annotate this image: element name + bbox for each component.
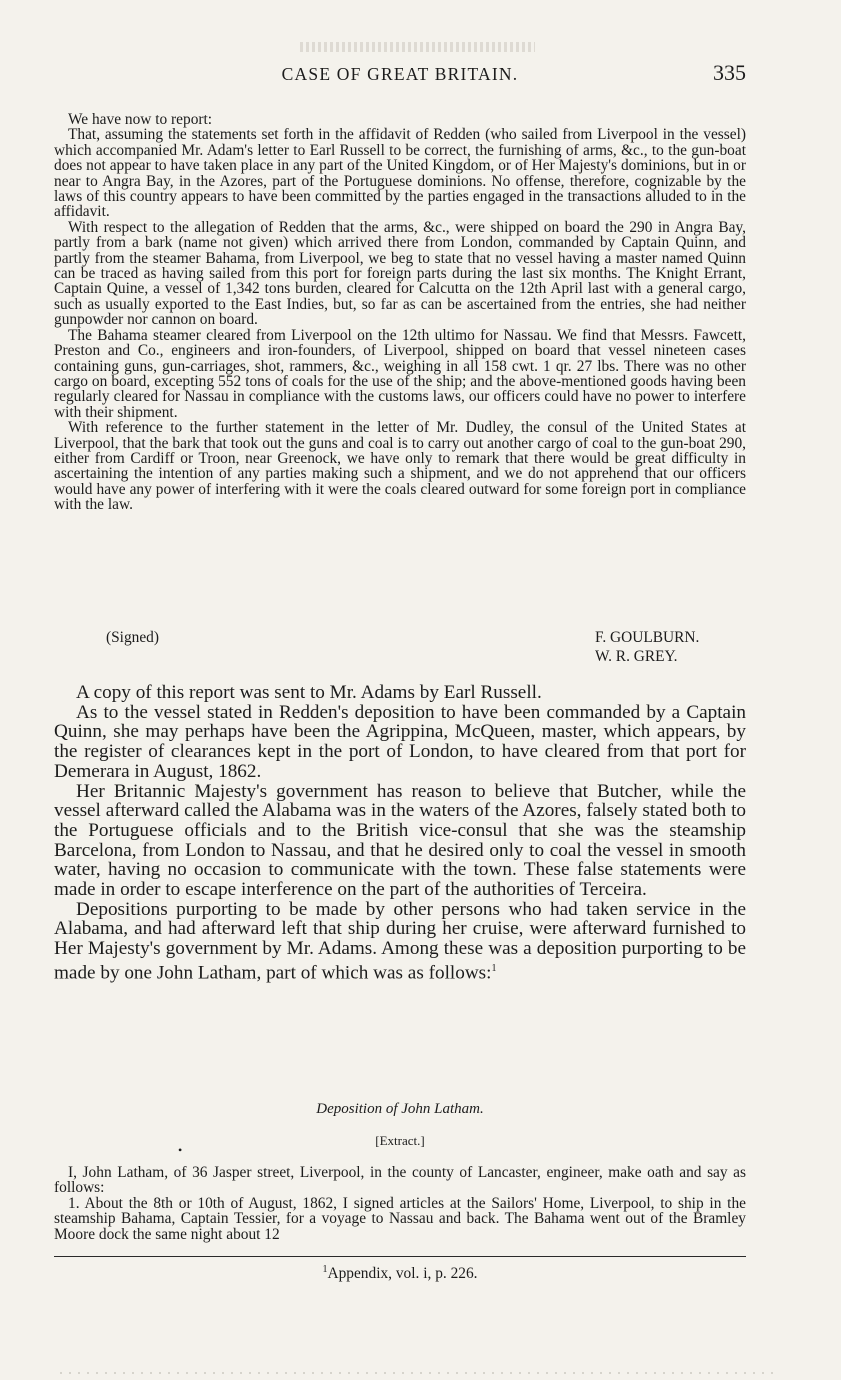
report-paragraph: That, assuming the statements set forth in the affidavit of Redden (who sailed from Liverpool in the vessel) which accompanied Mr. Adam's letter to Earl Russell to be correct, the furnishing of arms, &c., to the gun-boat does not appear to have taken place in any part of the United Kingdom, or of Her Majesty's dominions, but in or near to Angra Bay, in the Azores, part of the Portuguese dominions. No offense, therefore, cognizable by the laws of this country appears to have been committed by the parties engaged in the transactions alluded to in the affidavit. [54,126,746,221]
deposition-paragraph: 1. About the 8th or 10th of August, 1862, I signed articles at the Sailors' Home, Liverpool, to ship in the steamship Bahama, Captain Tessier, for a voyage to Nassau and back. The Bahama went out of the Bramley Moore dock the same night about 12 [54,1194,746,1243]
page-edge-specks [60,1372,780,1374]
extract-label: [Extract.] [375,1133,425,1148]
report-paragraph: We have now to report: [68,111,213,128]
footnote-marker: 1 [322,1264,328,1275]
signed-label: (Signed) [106,629,160,646]
report-block [54,112,746,513]
running-head [54,62,746,88]
footnote [54,1264,746,1283]
body-paragraph: A copy of this report was sent to Mr. Adams by Earl Russell. [76,682,542,703]
signature-block [54,628,746,668]
deposition-title: Deposition of John Latham. [316,1101,484,1117]
body-paragraph [54,900,746,983]
report-paragraph: With respect to the allegation of Redden that the arms, &c., were shipped on board the 290 in Angra Bay, partly from a bark (name not given) which arrived there from London, commanded by Captain Quinn, and partly from the steamer Bahama, from Liverpool, we beg to state that no vessel having a master named Quinn can be traced as having sailed from this port for foreign parts during the last six months. The Knight Errant, Captain Quine, a vessel of 1,342 tons burden, cleared for Calcutta on the 12th April last with a general cargo, such as usually exported to the East Indies, but, so far as can be ascertained from the entries, she had neither gunpowder nor cannon on board. [54,218,746,329]
report-paragraph: With reference to the further statement in the letter of Mr. Dudley, the consul of the United States at Liverpool, that the bark that took out the guns and coal is to carry out another cargo of coal to the gun-boat 290, either from Cardiff or Troon, near Greenock, we have only to remark that there would be great difficulty in ascertaining the intention of any parties making such a shipment, and we do not apprehend that our officers would have any power of interfering with it were the coals cleared outward for some foreign port in compliance with the law. [54,419,746,514]
report-paragraph: The Bahama steamer cleared from Liverpool on the 12th ultimo for Nassau. We find that Messrs. Fawcett, Preston and Co., engineers and iron-founders, of Liverpool, shipped on board that vessel nineteen cases containing guns, gun-carriages, shot, rammers, &c., weighing in all 158 cwt. 1 qr. 27 lbs. There was no other cargo on board, excepting 552 tons of coals for the use of the ship; and the above-mentioned goods having been regularly cleared for Nassau in compliance with the customs laws, our officers could have no power to interfere with their shipment. [54,326,746,421]
body-text [54,683,746,983]
running-title: CASE OF GREAT BRITAIN. [281,64,519,84]
footnote-rule [54,1256,746,1257]
footnote-text: Appendix, vol. i, p. 226. [327,1265,478,1283]
deposition-paragraph: I, John Latham, of 36 Jasper street, Liverpool, in the county of Lancaster, engineer, make oath and say as follows: [54,1164,746,1197]
body-paragraph-text: Depositions purporting to be made by other persons who had taken service in the Alabama, and had afterward left that ship during her cruise, were afterward furnished to Her Majesty's government by Mr. Adams. Among these was a deposition purporting to be made by one John Latham, part of which was as follows: [54,898,746,984]
page-number: 335 [713,60,746,85]
signatory-grey: W. R. GREY. [595,648,678,665]
body-paragraph: Her Britannic Majesty's government has reason to believe that Butcher, while the vessel afterward called the Alabama was in the waters of the Azores, falsely stated both to the Portuguese officials and to the British vice-consul that she was the steamship Barcelona, from London to Nassau, and that he desired only to coal the vessel in smooth water, having no occasion to communicate with the town. These false statements were made in order to escape interference on the part of the authorities of Terceira. [54,780,746,901]
body-paragraph: As to the vessel stated in Redden's deposition to have been commanded by a Captain Quinn, she may perhaps have been the Agrippina, McQueen, master, which appears, by the register of clearances kept in the port of London, to have cleared from that port for Demerara in August, 1862. [54,701,746,782]
signatory-goulburn: F. GOULBURN. [595,629,700,646]
stray-mark: • [178,1143,183,1157]
footnote-reference: 1 [491,962,497,974]
ink-smudge [300,42,535,52]
deposition-block [54,1165,746,1242]
